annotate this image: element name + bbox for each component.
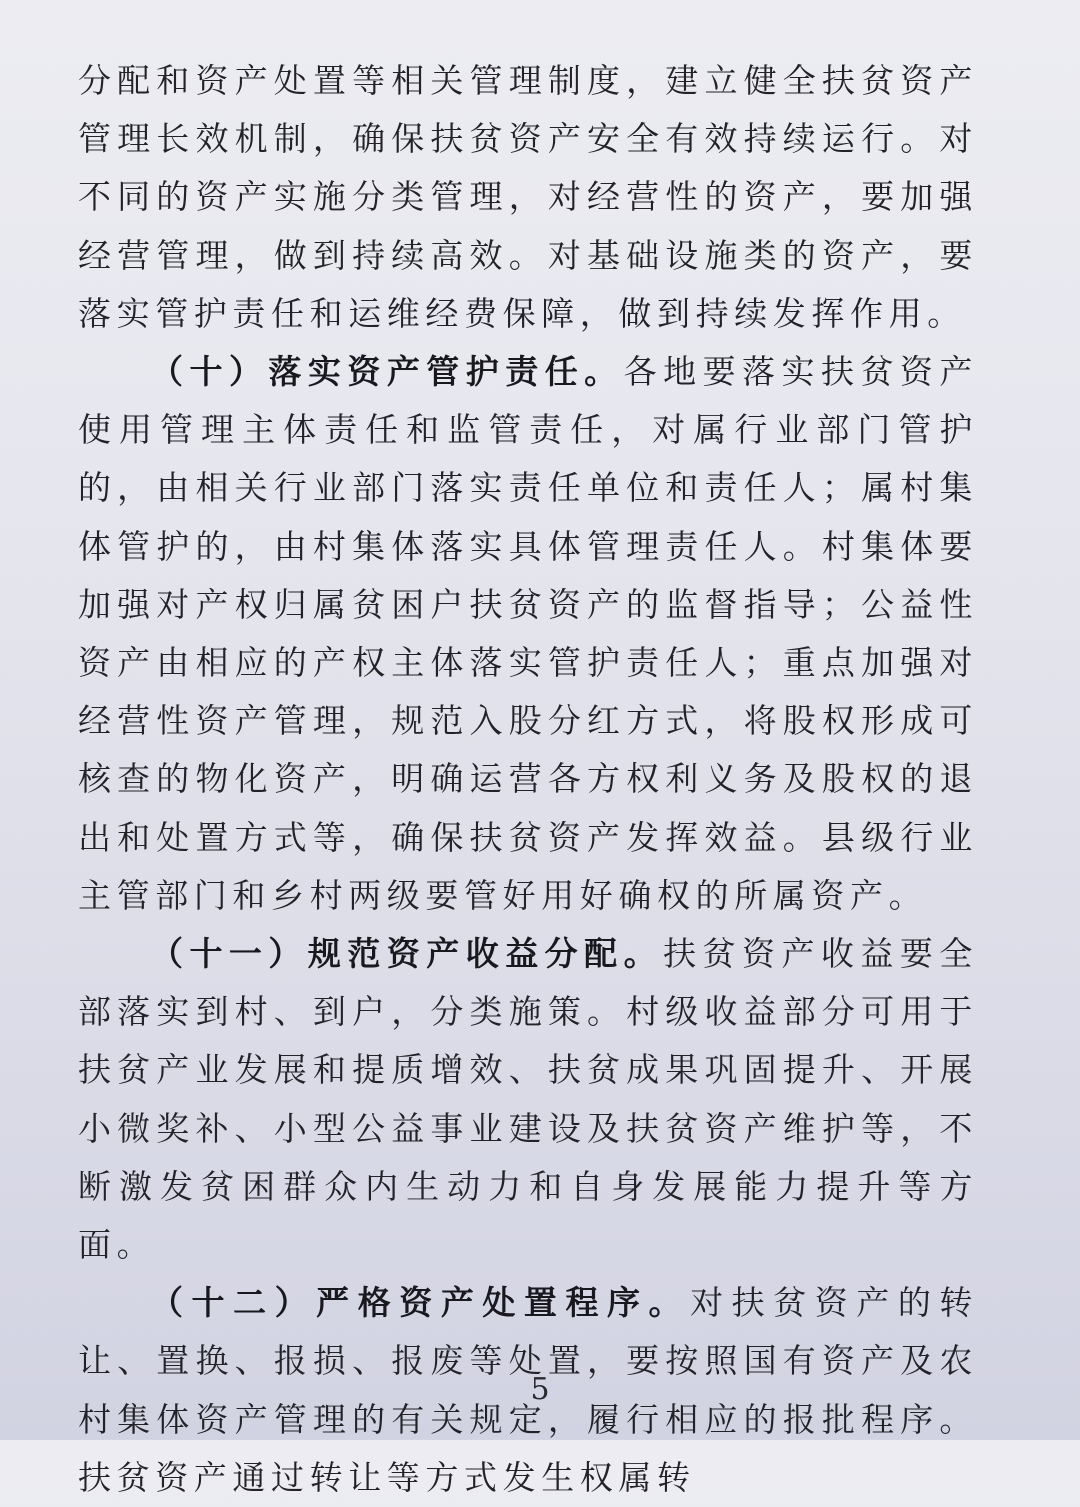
paragraph-body: 各地要落实扶贫资产使用管理主体责任和监管责任，对属行业部门管护的，由相关行业部门落实责任单位和责任人；属村集体管护的，由村集体落实具体管理责任人。村集体要加强对产权归属贫困户扶贫资产的监督指导；公益性资产由相应的产权主体落实管护责任人；重点加强对经营性资产管理，规范入股分红方式，将股权形成可核查的物化资产，明确运营各方权利义务及股权的退出和处置方式等，确保扶贫资产发挥效益。县级行业主管部门和乡村两级要管好用好确权的所属资产。: [78, 352, 978, 915]
paragraph-section-10: [78, 343, 978, 925]
document-page: [78, 52, 978, 1507]
paragraph-section-11: [78, 925, 978, 1274]
section-heading: （十）落实资产管护责任。: [150, 352, 624, 392]
paragraph-body: 分配和资产处置等相关管理制度，建立健全扶贫资产管理长效机制，确保扶贫资产安全有效持续运行。对不同的资产实施分类管理，对经营性的资产，要加强经营管理，做到持续高效。对基础设施类的资产，要落实管护责任和运维经费保障，做到持续发挥作用。: [78, 61, 978, 333]
paragraph-body: 对扶贫资产的转让、置换、报损、报废等处置，要按照国有资产及农村集体资产管理的有关规定，履行相应的报批程序。扶贫资产通过转让等方式发生权属转: [78, 1283, 978, 1497]
paragraph-continuation: [78, 52, 978, 343]
section-heading: （十一）规范资产收益分配。: [150, 934, 664, 974]
paragraph-body: 扶贫资产收益要全部落实到村、到户，分类施策。村级收益部分可用于扶贫产业发展和提质增效、扶贫成果巩固提升、开展小微奖补、小型公益事业建设及扶贫资产维护等，不断激发贫困群众内生动力和自身发展能力提升等方面。: [78, 934, 978, 1265]
section-heading: （十二）严格资产处置程序。: [150, 1283, 691, 1323]
page-number: 5: [530, 1372, 550, 1407]
